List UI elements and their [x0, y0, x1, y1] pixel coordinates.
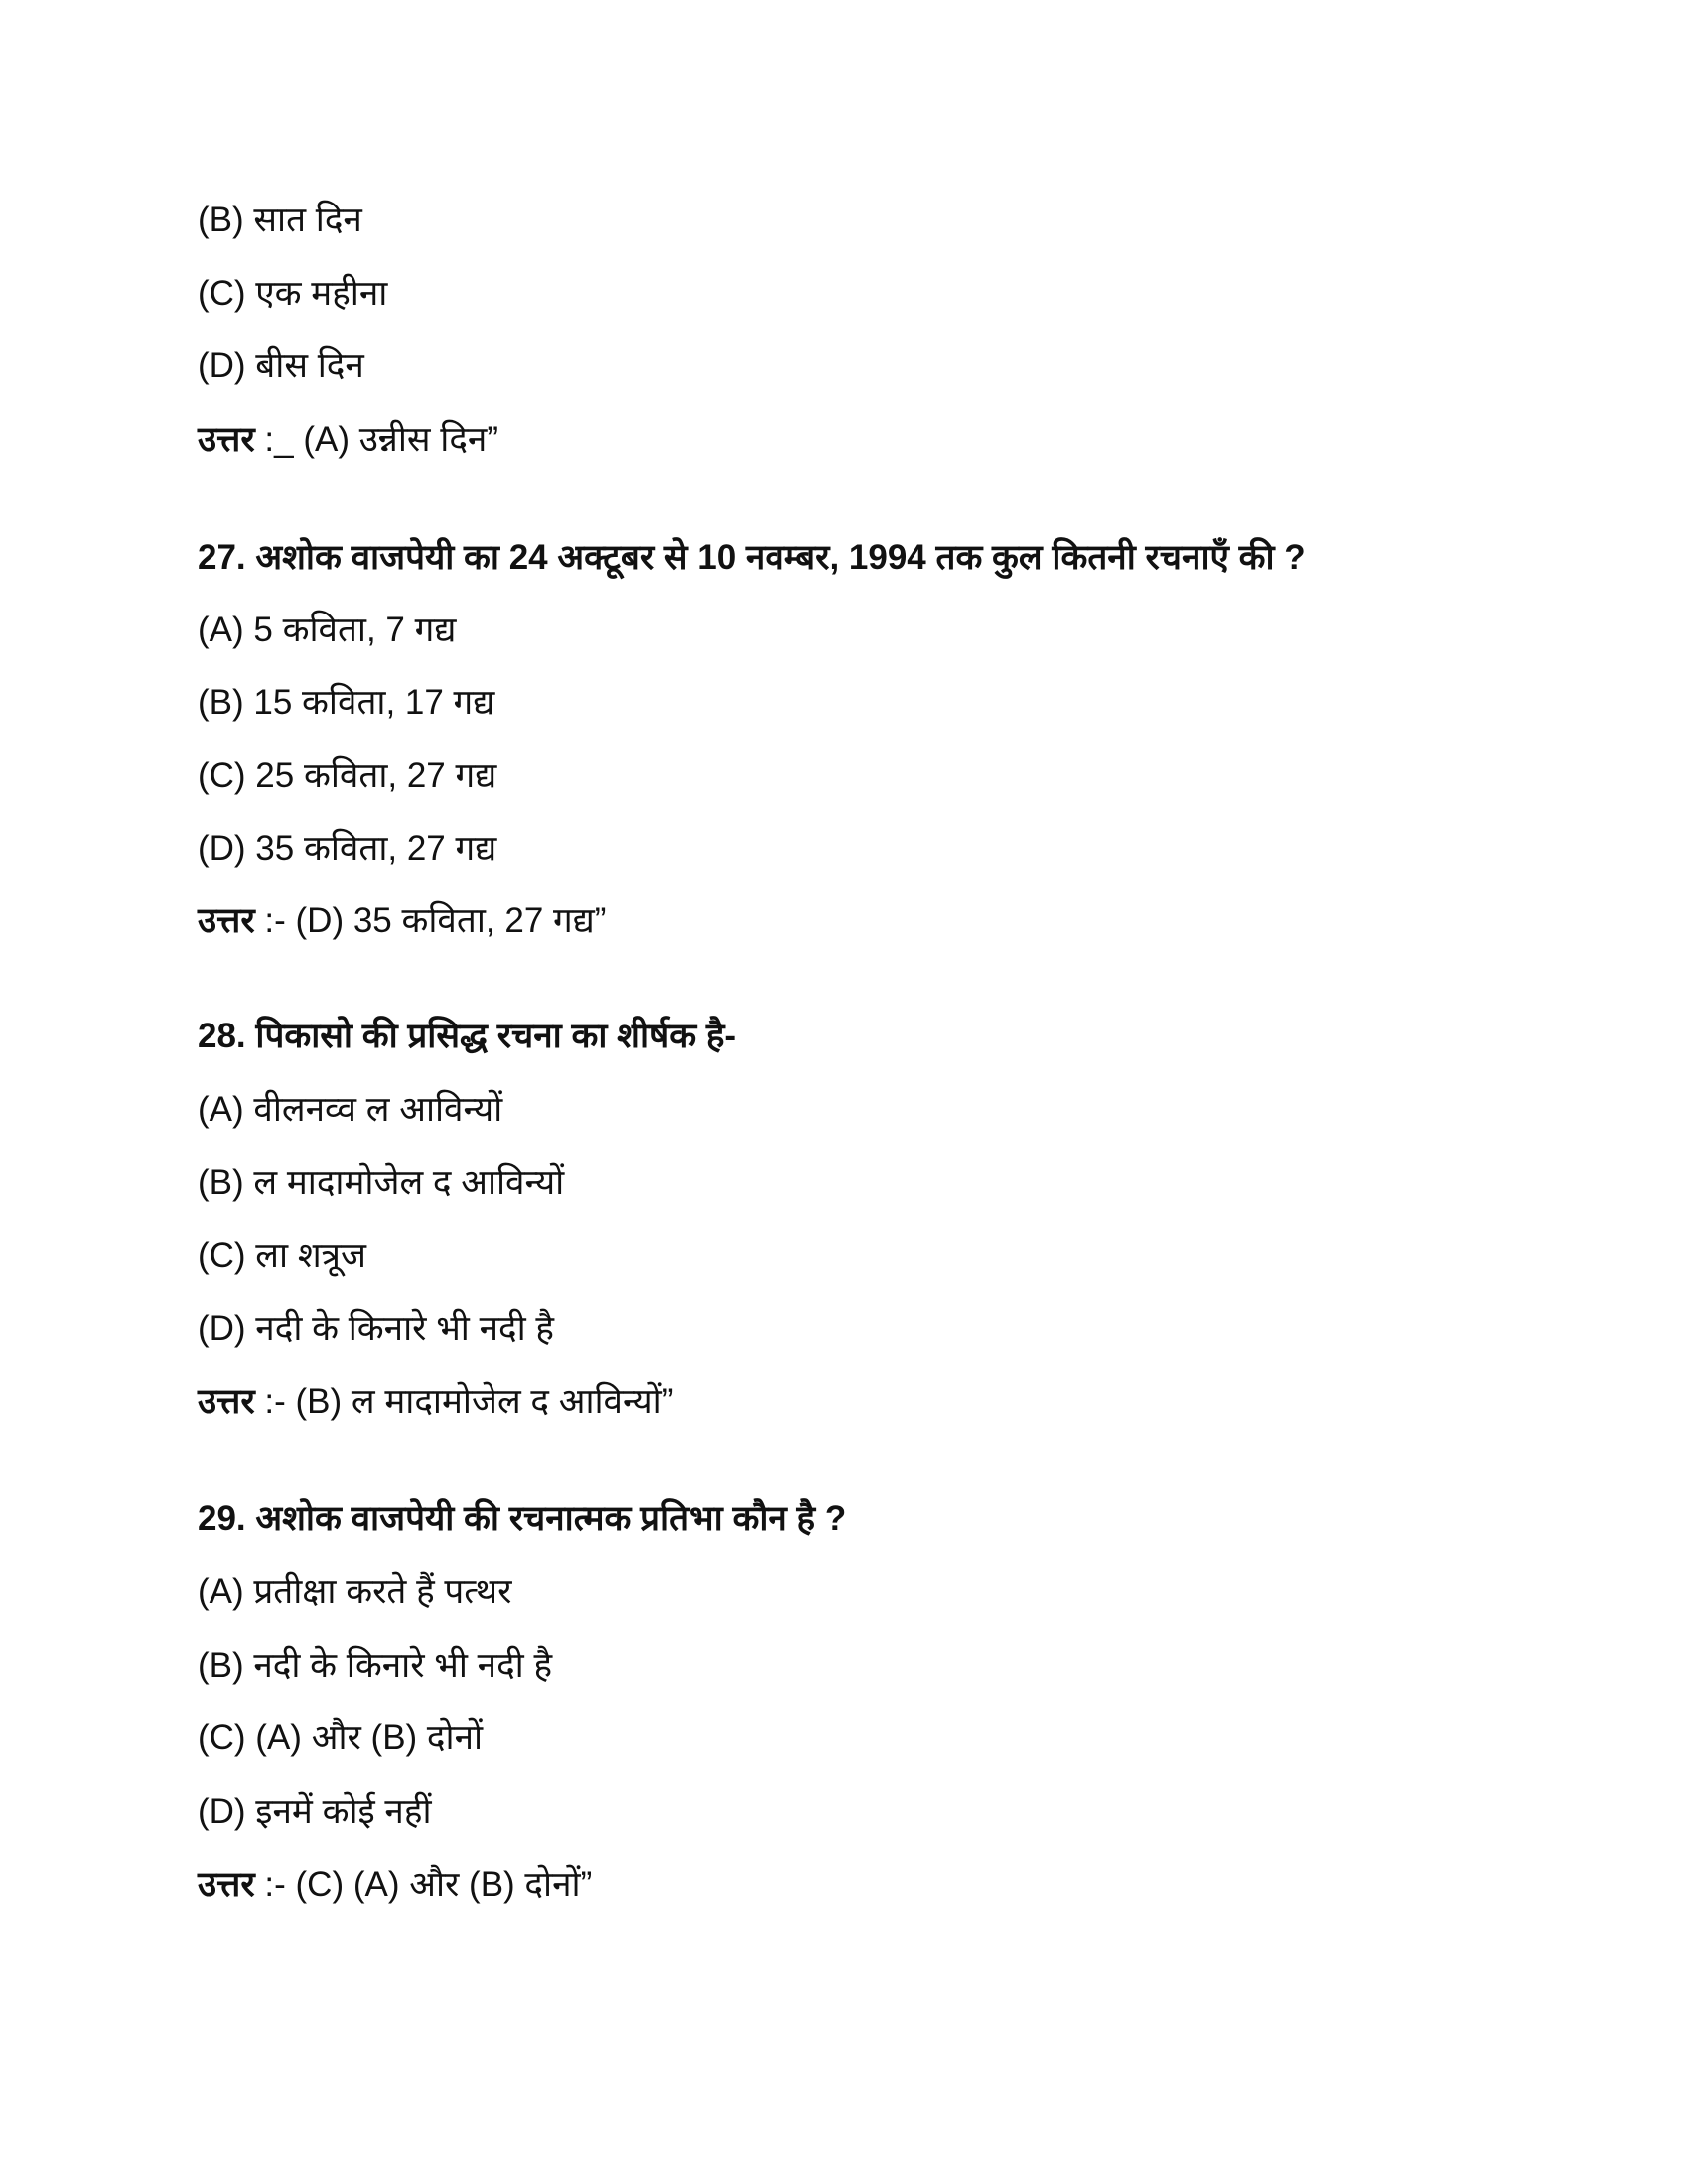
answer-line — [198, 896, 606, 946]
answer-label: उत्तर — [198, 420, 255, 459]
option-text: (C) 25 कविता, 27 गद्य — [198, 756, 497, 795]
answer-text: :- (B) ल मादामोजेल द आविन्यों” — [254, 1382, 674, 1421]
question-27: 27. अशोक वाजपेयी का 24 अक्टूबर से 10 नवम्बर, 1994 तक कुल कितनी रचनाएँ की ? — [198, 538, 1306, 577]
option-text: (B) सात दिन — [198, 201, 362, 239]
option-text: (C) (A) और (B) दोनों — [198, 1718, 484, 1757]
answer-line — [198, 415, 498, 465]
answer-text: :- (C) (A) और (B) दोनों” — [254, 1865, 593, 1904]
option-text: (A) 5 कविता, 7 गद्य — [198, 611, 457, 649]
option-text: (C) एक महीना — [198, 274, 388, 313]
option-text: (B) 15 कविता, 17 गद्य — [198, 683, 495, 722]
option-text: (D) 35 कविता, 27 गद्य — [198, 829, 497, 868]
option-text: (B) नदी के किनारे भी नदी है — [198, 1646, 553, 1685]
option-text: (D) बीस दिन — [198, 346, 364, 385]
answer-line — [198, 1377, 673, 1427]
option-text: (B) ल मादामोजेल द आविन्यों — [198, 1163, 565, 1202]
answer-text: :- (D) 35 कविता, 27 गद्य” — [254, 901, 607, 940]
option-text: (C) ला शत्रूज — [198, 1236, 366, 1275]
question-28: 28. पिकासो की प्रसिद्ध रचना का शीर्षक है- — [198, 1017, 737, 1055]
option-text: (D) नदी के किनारे भी नदी है — [198, 1309, 554, 1348]
option-text: (A) वीलनव्व ल आविन्यों — [198, 1090, 503, 1129]
answer-line — [198, 1860, 592, 1910]
option-text: (D) इनमें कोई नहीं — [198, 1792, 432, 1831]
option-text: (A) प्रतीक्षा करते हैं पत्थर — [198, 1572, 512, 1611]
answer-text: :_ (A) उन्नीस दिन” — [254, 420, 499, 459]
question-29: 29. अशोक वाजपेयी की रचनात्मक प्रतिभा कौन है ? — [198, 1499, 847, 1538]
answer-label: उत्तर — [198, 1382, 255, 1421]
answer-label: उत्तर — [198, 901, 255, 940]
answer-label: उत्तर — [198, 1865, 255, 1904]
